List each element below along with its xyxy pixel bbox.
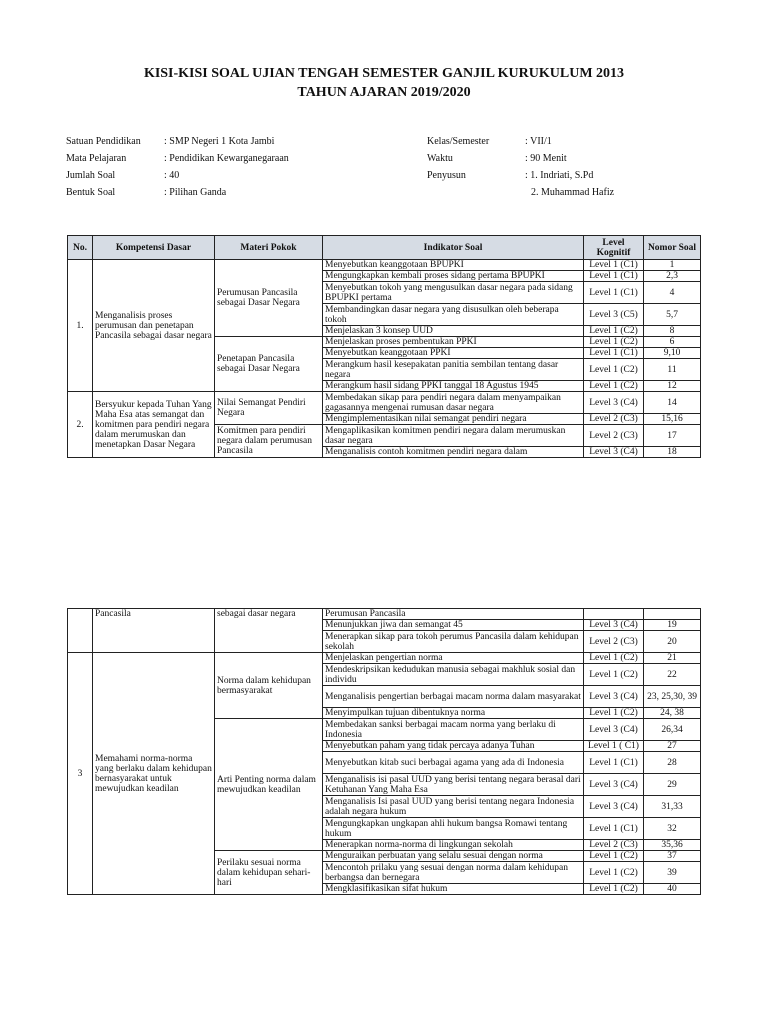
materi-pokok-cont: sebagai dasar negara xyxy=(215,609,323,653)
level: Level 1 (C1) xyxy=(584,818,644,840)
kisi-kisi-table-1 xyxy=(67,235,701,458)
level: Level 2 (C3) xyxy=(584,414,644,425)
indikator: Menjelaskan 3 konsep UUD xyxy=(323,326,584,337)
nomor: 37 xyxy=(644,851,701,862)
indikator: Perumusan Pancasila xyxy=(323,609,584,620)
level: Level 1 (C2) xyxy=(584,851,644,862)
header-kompetensi-dasar: Kompetensi Dasar xyxy=(93,236,215,260)
kelas-label: Kelas/Semester xyxy=(427,136,490,147)
header-nomor-soal: Nomor Soal xyxy=(644,236,701,260)
materi-pokok: Perumusan Pancasila sebagai Dasar Negara xyxy=(215,260,323,337)
bentuk-label: Bentuk Soal xyxy=(66,187,116,198)
nomor: 32 xyxy=(644,818,701,840)
kisi-kisi-table-2 xyxy=(67,608,701,895)
nomor: 39 xyxy=(644,862,701,884)
level: Level 2 (C3) xyxy=(584,631,644,653)
nomor: 5,7 xyxy=(644,304,701,326)
level: Level 3 (C4) xyxy=(584,719,644,741)
indikator: Mengungkapkan kembali proses sidang pertama BPUPKI xyxy=(323,271,584,282)
indikator: Menganalisis Isi pasal UUD yang berisi tentang negara Indonesia adalah negara hukum xyxy=(323,796,584,818)
kd-number: 1. xyxy=(68,260,93,392)
penyusun-value-2: 2. Muhammad Hafiz xyxy=(531,187,615,198)
level: Level 3 (C5) xyxy=(584,304,644,326)
nomor: 17 xyxy=(644,425,701,447)
mapel-label: Mata Pelajaran xyxy=(66,153,127,164)
nomor: 12 xyxy=(644,381,701,392)
nomor: 8 xyxy=(644,326,701,337)
level: Level 1 (C2) xyxy=(584,337,644,348)
indikator: Merangkum hasil kesepakatan panitia sembilan tentang dasar negara xyxy=(323,359,584,381)
satuan-value: : SMP Negeri 1 Kota Jambi xyxy=(164,136,275,147)
indikator: Menerapkan sikap para tokoh perumus Pancasila dalam kehidupan sekolah xyxy=(323,631,584,653)
level: Level 1 (C1) xyxy=(584,260,644,271)
nomor: 31,33 xyxy=(644,796,701,818)
nomor: 40 xyxy=(644,884,701,895)
nomor: 26,34 xyxy=(644,719,701,741)
indikator: Menguraikan perbuatan yang selalu sesuai dengan norma xyxy=(323,851,584,862)
level: Level 1 (C2) xyxy=(584,381,644,392)
header-indikator-soal: Indikator Soal xyxy=(323,236,584,260)
level: Level 2 (C3) xyxy=(584,840,644,851)
kompetensi-dasar: Bersyukur kepada Tuhan Yang Maha Esa atas semangat dan komitmen para pendiri negara dalam merumuskan dan menetapkan Dasar Negara xyxy=(93,392,215,458)
indikator: Menganalisis pengertian berbagai macam norma dalam masyarakat xyxy=(323,686,584,708)
header-no: No. xyxy=(68,236,93,260)
level: Level 3 (C4) xyxy=(584,774,644,796)
level: Level 1 (C1) xyxy=(584,282,644,304)
kd-number-empty xyxy=(68,609,93,653)
nomor: 29 xyxy=(644,774,701,796)
penyusun-value-1: : 1. Indriati, S.Pd xyxy=(525,170,594,181)
materi-pokok: Perilaku sesuai norma dalam kehidupan sehari-hari xyxy=(215,851,323,895)
indikator: Mengklasifikasikan sifat hukum xyxy=(323,884,584,895)
indikator: Mengimplementasikan nilai semangat pendiri negara xyxy=(323,414,584,425)
level: Level 1 (C2) xyxy=(584,862,644,884)
nomor: 27 xyxy=(644,741,701,752)
level: Level 1 (C2) xyxy=(584,664,644,686)
materi-pokok: Penetapan Pancasila sebagai Dasar Negara xyxy=(215,337,323,392)
nomor xyxy=(644,609,701,620)
level: Level 1 (C1) xyxy=(584,348,644,359)
nomor: 11 xyxy=(644,359,701,381)
nomor: 21 xyxy=(644,653,701,664)
kd-number: 2. xyxy=(68,392,93,458)
table-row xyxy=(68,609,701,620)
nomor: 9,10 xyxy=(644,348,701,359)
level: Level 1 (C1) xyxy=(584,752,644,774)
table-row xyxy=(68,653,701,664)
table-header-row xyxy=(68,236,701,260)
bentuk-value: : Pilihan Ganda xyxy=(164,187,227,198)
level: Level 1 (C2) xyxy=(584,884,644,895)
indikator: Menyebutkan keanggotaan PPKI xyxy=(323,348,584,359)
table-row xyxy=(68,392,701,414)
header-level-kognitif: Level Kognitif xyxy=(584,236,644,260)
indikator: Menganalisis contoh komitmen pendiri negara dalam xyxy=(323,447,584,458)
nomor: 2,3 xyxy=(644,271,701,282)
level: Level 2 (C3) xyxy=(584,425,644,447)
nomor: 14 xyxy=(644,392,701,414)
nomor: 15,16 xyxy=(644,414,701,425)
indikator: Membandingkan dasar negara yang disusulkan oleh beberapa tokoh xyxy=(323,304,584,326)
level: Level 3 (C4) xyxy=(584,686,644,708)
materi-pokok: Komitmen para pendiri negara dalam perumusan Pancasila xyxy=(215,425,323,458)
waktu-label: Waktu xyxy=(427,153,453,164)
document-title: KISI-KISI SOAL UJIAN TENGAH SEMESTER GANJIL KURUKULUM 2013 xyxy=(143,66,625,81)
indikator: Menganalisis isi pasal UUD yang berisi tentang negara berasal dari Ketuhanan Yang Maha Esa xyxy=(323,774,584,796)
jumlah-label: Jumlah Soal xyxy=(66,170,116,181)
level xyxy=(584,609,644,620)
nomor: 23, 25,30, 39 xyxy=(644,686,701,708)
level: Level 1 (C1) xyxy=(584,271,644,282)
indikator: Membedakan sanksi berbagai macam norma yang berlaku di Indonesia xyxy=(323,719,584,741)
indikator: Menyimpulkan tujuan dibentuknya norma xyxy=(323,708,584,719)
header-materi-pokok: Materi Pokok xyxy=(215,236,323,260)
penyusun-label: Penyusun xyxy=(427,170,466,181)
nomor: 1 xyxy=(644,260,701,271)
nomor: 35,36 xyxy=(644,840,701,851)
nomor: 24, 38 xyxy=(644,708,701,719)
waktu-value: : 90 Menit xyxy=(525,153,567,164)
level: Level 1 (C2) xyxy=(584,359,644,381)
level: Level 1 (C2) xyxy=(584,326,644,337)
indikator: Mendeskripsikan kedudukan manusia sebagai makhluk sosial dan individu xyxy=(323,664,584,686)
level: Level 1 (C2) xyxy=(584,653,644,664)
indikator: Menyebutkan tokoh yang mengusulkan dasar negara pada sidang BPUPKI pertama xyxy=(323,282,584,304)
level: Level 3 (C4) xyxy=(584,392,644,414)
indikator: Menjelaskan pengertian norma xyxy=(323,653,584,664)
satuan-label: Satuan Pendidikan xyxy=(66,136,141,147)
indikator: Menerapkan norma-norma di lingkungan sekolah xyxy=(323,840,584,851)
kd-number: 3 xyxy=(68,653,93,895)
document-subtitle: TAHUN AJARAN 2019/2020 xyxy=(297,85,471,100)
level: Level 1 (C2) xyxy=(584,708,644,719)
nomor: 18 xyxy=(644,447,701,458)
indikator: Menunjukkan jiwa dan semangat 45 xyxy=(323,620,584,631)
materi-pokok: Nilai Semangat Pendiri Negara xyxy=(215,392,323,425)
indikator: Mengungkapkan ungkapan ahli hukum bangsa Romawi tentang hukum xyxy=(323,818,584,840)
level: Level 3 (C4) xyxy=(584,796,644,818)
kelas-value: : VII/1 xyxy=(525,136,552,147)
level: Level 3 (C4) xyxy=(584,447,644,458)
table-row xyxy=(68,260,701,271)
jumlah-value: : 40 xyxy=(164,170,180,181)
indikator: Menyebutkan paham yang tidak percaya adanya Tuhan xyxy=(323,741,584,752)
indikator: Mencontoh prilaku yang sesuai dengan norma dalam kehidupan berbangsa dan bernegara xyxy=(323,862,584,884)
kompetensi-dasar: Memahami norma-norma yang berlaku dalam kehidupan bernasyarakat untuk mewujudkan keadilan xyxy=(93,653,215,895)
materi-pokok: Norma dalam kehidupan bermasyarakat xyxy=(215,653,323,719)
nomor: 28 xyxy=(644,752,701,774)
materi-pokok: Arti Penting norma dalam mewujudkan keadilan xyxy=(215,719,323,851)
nomor: 4 xyxy=(644,282,701,304)
nomor: 19 xyxy=(644,620,701,631)
nomor: 22 xyxy=(644,664,701,686)
nomor: 20 xyxy=(644,631,701,653)
indikator: Merangkum hasil sidang PPKI tanggal 18 Agustus 1945 xyxy=(323,381,584,392)
kompetensi-dasar: Menganalisis proses perumusan dan penetapan Pancasila sebagai dasar negara xyxy=(93,260,215,392)
indikator: Menyebutkan keanggotaan BPUPKI xyxy=(323,260,584,271)
indikator: Membedakan sikap para pendiri negara dalam menyampaikan gagasannya mengenai rumusan dasar negara xyxy=(323,392,584,414)
indikator: Menjelaskan proses pembentukan PPKI xyxy=(323,337,584,348)
indikator: Mengaplikasikan komitmen pendiri negara dalam merumuskan dasar negara xyxy=(323,425,584,447)
nomor: 6 xyxy=(644,337,701,348)
level: Level 1 ( C1) xyxy=(584,741,644,752)
indikator: Menyebutkan kitab suci berbagai agama yang ada di Indonesia xyxy=(323,752,584,774)
kompetensi-dasar-cont: Pancasila xyxy=(93,609,215,653)
mapel-value: : Pendidikan Kewarganegaraan xyxy=(164,153,289,164)
level: Level 3 (C4) xyxy=(584,620,644,631)
